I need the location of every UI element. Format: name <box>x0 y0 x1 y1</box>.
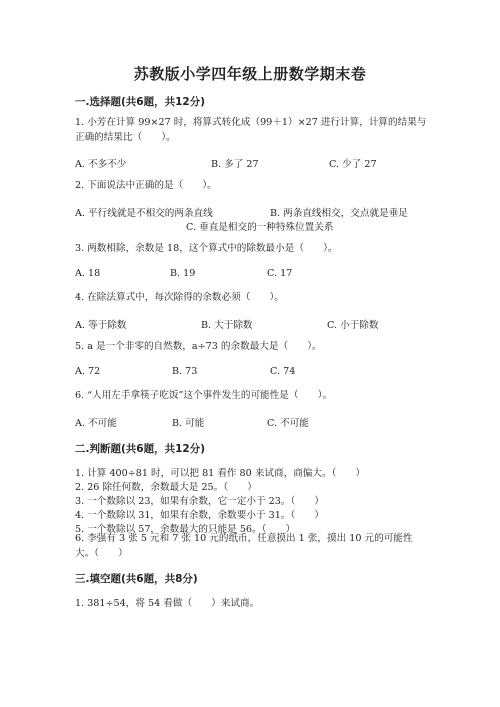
option-a: A. 不可能 <box>75 418 117 429</box>
option-b: B. 19 <box>170 268 196 279</box>
section-heading-true-false: 二.判断题(共6题，共12分) <box>75 443 206 455</box>
option-b: B. 多了 27 <box>211 159 259 170</box>
section-heading-choice: 一.选择题(共6题，共12分) <box>75 96 206 108</box>
option-c: C. 不可能 <box>267 418 309 429</box>
option-a: A. 平行线就是不相交的两条直线 <box>75 208 213 219</box>
question-text: 3. 两数相除，余数是 18，这个算式中的除数最小是（ ）。 <box>75 243 338 254</box>
fill-blank-item: 1. 381÷54，将 54 看做（ ）来试商。 <box>75 598 260 609</box>
section-heading-fill-blank: 三.填空题(共6题，共8分) <box>75 573 198 585</box>
option-a: A. 等于除数 <box>75 320 127 331</box>
judgement-item: 5. 一个数除以 57，余数最大的只能是 56。（ ） <box>75 524 296 535</box>
judgement-item: 6. 李强有 3 张 5 元和 7 张 10 元的纸币，任意摸出 1 张，摸出 10 元的可能性大。（ ） <box>75 533 413 559</box>
judgement-item: 4. 一个数除以 31，如果有余数，余数要小于 31。（ ） <box>75 510 324 521</box>
page-title: 苏教版小学四年级上册数学期末卷 <box>133 65 367 83</box>
question-text: 5. a 是一个非零的自然数，a÷73 的余数最大是（ ）。 <box>75 341 322 352</box>
option-a: A. 72 <box>75 366 101 377</box>
option-a: A. 不多不少 <box>75 159 127 170</box>
judgement-item: 2. 26 除任何数，余数最大是 25。（ ） <box>75 482 257 493</box>
option-a: A. 18 <box>75 268 101 279</box>
question-text: 4. 在除法算式中，每次除得的余数必须（ ）。 <box>75 292 284 303</box>
judgement-item: 3. 一个数除以 23，如果有余数，它一定小于 23。（ ） <box>75 496 324 507</box>
option-c: C. 74 <box>270 366 296 377</box>
option-c: C. 少了 27 <box>329 159 377 170</box>
option-b: B. 73 <box>172 366 198 377</box>
option-b: B. 可能 <box>172 418 205 429</box>
option-c: C. 小于除数 <box>327 320 379 331</box>
question-text: 2. 下面说法中正确的是（ ）。 <box>75 180 217 191</box>
judgement-item: 1. 计算 400÷81 时，可以把 81 看作 80 来试商，商偏大。（ ） <box>75 468 366 479</box>
option-b: B. 大于除数 <box>201 320 253 331</box>
question-text: 6. “人用左手拿筷子吃饭”这个事件发生的可能性是（ ）。 <box>75 390 333 401</box>
option-c: C. 17 <box>267 268 293 279</box>
option-b: B. 两条直线相交，交点就是垂足 <box>270 208 408 219</box>
question-text: 1. 小芳在计算 99×27 时，将算式转化成（99＋1）×27 进行计算，计算的结果与正确的结果比（ ）。 <box>75 117 427 143</box>
option-c: C. 垂直是相交的一种特殊位置关系 <box>186 222 334 233</box>
